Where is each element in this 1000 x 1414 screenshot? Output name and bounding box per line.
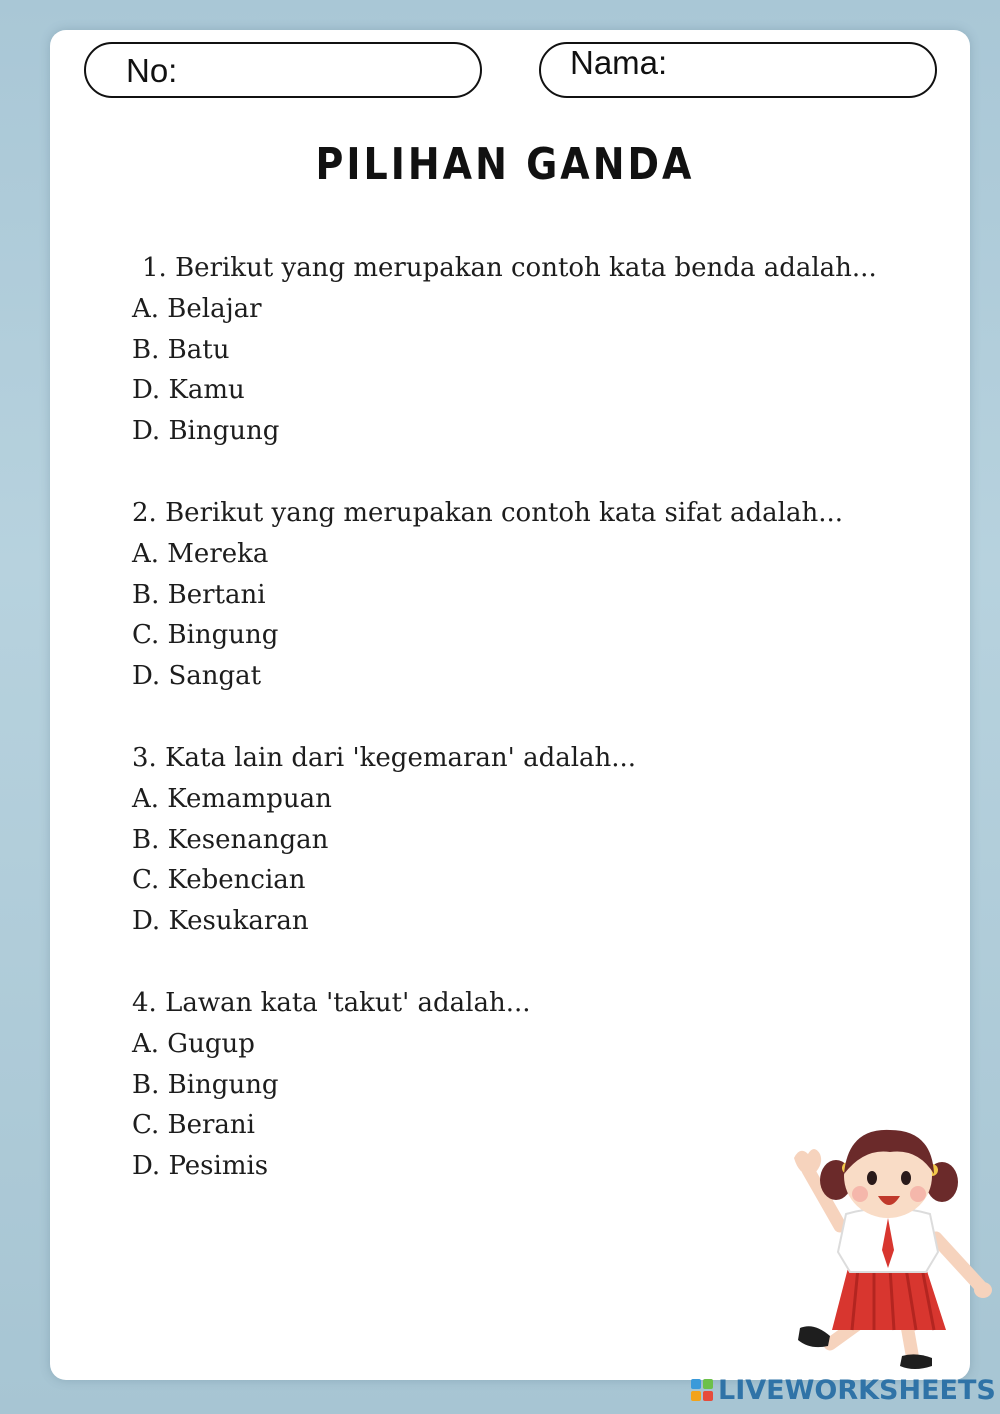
option-d[interactable]: D. Pesimis	[132, 1151, 269, 1182]
question-text: 2. Berikut yang merupakan contoh kata sifat adalah...	[132, 497, 844, 528]
option-b[interactable]: B. Batu	[132, 334, 230, 365]
option-a[interactable]: A. Gugup	[132, 1028, 255, 1059]
option-d[interactable]: D. Sangat	[132, 661, 262, 692]
question-2	[132, 493, 922, 697]
option-d[interactable]: D. Kesukaran	[132, 906, 309, 937]
option-d[interactable]: D. Bingung	[132, 416, 280, 447]
option-b[interactable]: B. Bertani	[132, 579, 266, 610]
option-a[interactable]: A. Kemampuan	[132, 783, 332, 814]
liveworksheets-logo	[690, 1374, 996, 1406]
nama-label: Nama:	[570, 44, 668, 81]
option-a[interactable]: A. Mereka	[132, 538, 269, 569]
brand-text: LIVEWORKSHEETS	[718, 1374, 996, 1406]
no-field[interactable]	[84, 42, 482, 98]
option-c[interactable]: C. Kebencian	[132, 865, 306, 896]
liveworksheets-icon	[690, 1378, 714, 1402]
question-3	[132, 738, 922, 942]
page-title: PILIHAN GANDA	[315, 138, 695, 190]
question-list	[132, 248, 922, 1228]
no-label: No:	[126, 52, 178, 89]
option-a[interactable]: A. Belajar	[132, 293, 262, 324]
question-1	[132, 248, 922, 452]
schoolgirl-illustration	[778, 1118, 998, 1378]
question-text: 3. Kata lain dari 'kegemaran' adalah...	[132, 742, 637, 773]
question-text: 4. Lawan kata 'takut' adalah...	[132, 987, 531, 1018]
nama-field[interactable]	[539, 42, 937, 98]
option-c[interactable]: C. Bingung	[132, 620, 279, 651]
option-c[interactable]: C. Berani	[132, 1110, 255, 1141]
option-b[interactable]: B. Bingung	[132, 1069, 279, 1100]
option-b[interactable]: B. Kesenangan	[132, 824, 329, 855]
option-c[interactable]: D. Kamu	[132, 375, 245, 406]
question-text: 1. Berikut yang merupakan contoh kata benda adalah...	[142, 253, 877, 283]
